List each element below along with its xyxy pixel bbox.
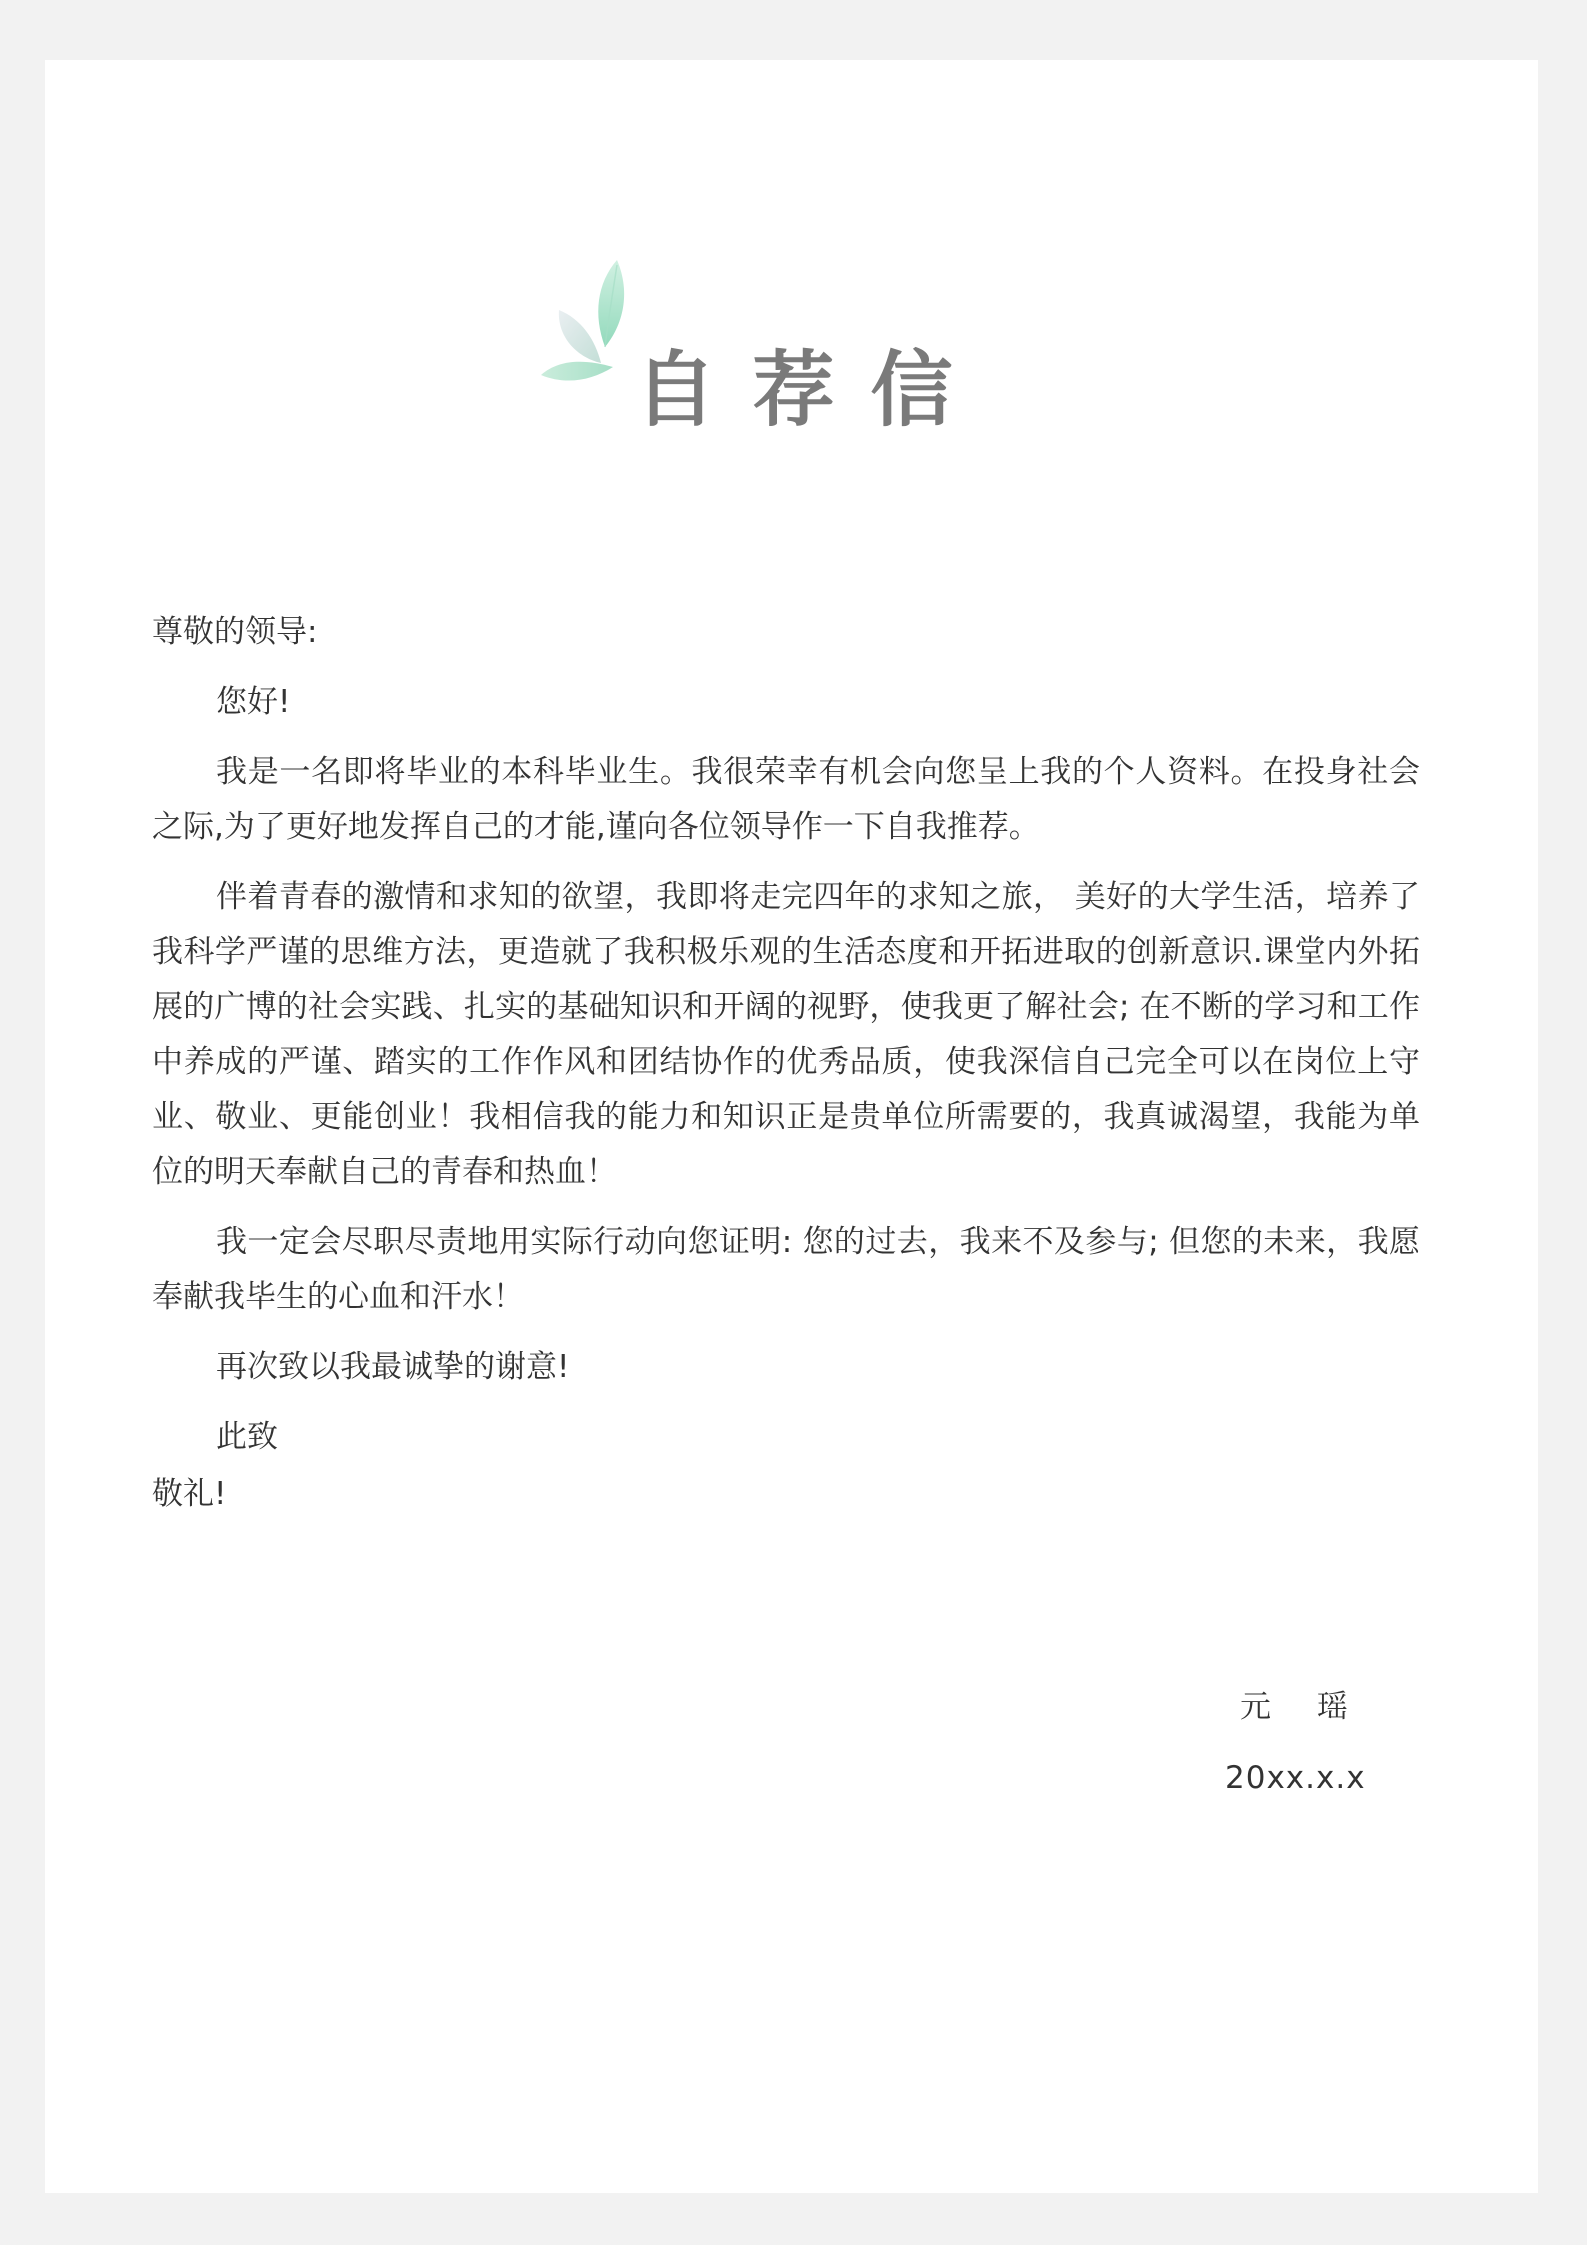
- letter-body: [152, 605, 1420, 1522]
- salutation: 您好!: [216, 684, 291, 720]
- greeting: 尊敬的领导:: [152, 614, 318, 650]
- page-title: 自荐信: [634, 343, 989, 438]
- closing-group: [152, 1410, 1420, 1522]
- closing: 此致: [216, 1419, 278, 1455]
- paragraph-experience: 伴着青春的激情和求知的欲望，我即将走完四年的求知之旅， 美好的大学生活，培养了我科学严谨的思维方法，更造就了我积极乐观的生活态度和开拓进取的创新意识.课堂内外拓展的广博的社会实践、扎实的基础知识和开阔的视野，使我更了解社会; 在不断的学习和工作中养成的严谨、踏实的工作作风和团结协作的优秀品质，使我深信自己完全可以在岗位上守业、敬业、更能创业！我相信我的能力和知识正是贵单位所需要的，我真诚渴望，我能为单位的明天奉献自己的青春和热血！: [152, 879, 1420, 1190]
- signature-date: 20xx.x.x: [1225, 1760, 1366, 1796]
- paragraph-commitment: 我一定会尽职尽责地用实际行动向您证明: 您的过去，我来不及参与; 但您的未来，我愿奉献我毕生的心血和汗水！: [152, 1224, 1420, 1315]
- paragraph-thanks: 再次致以我最诚挚的谢意!: [216, 1349, 570, 1385]
- signature-name: 元 瑶: [1240, 1689, 1366, 1725]
- regards: 敬礼!: [152, 1476, 227, 1512]
- signature-block: [1225, 1680, 1425, 1806]
- paragraph-intro: 我是一名即将毕业的本科毕业生。我很荣幸有机会向您呈上我的个人资料。在投身社会之际,为了更好地发挥自己的才能,谨向各位领导作一下自我推荐。: [152, 754, 1420, 845]
